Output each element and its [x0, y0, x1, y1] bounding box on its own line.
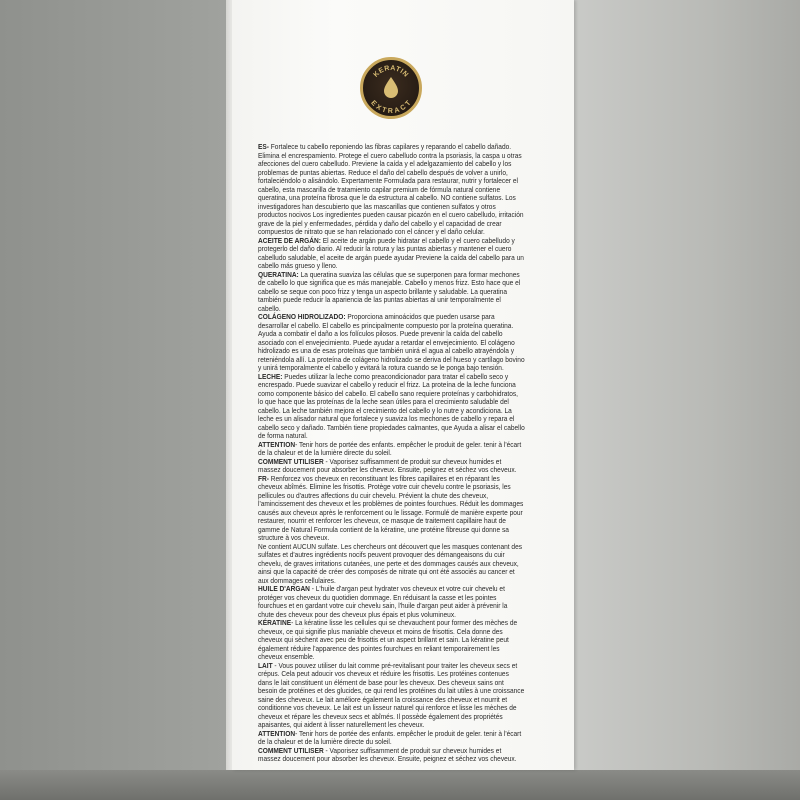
text-paragraph	[258, 458, 525, 475]
text-paragraph	[258, 143, 525, 237]
paragraph-heading: ATTENTION	[258, 440, 296, 449]
paragraph-heading: ES-	[258, 143, 269, 151]
paragraph-body: - Vous pouvez utiliser du lait comme pré-revitalisant pour traiter les cheveux secs et crépus. Cela peut adoucir vos cheveux et réduire les frisottis. Les protéines contenues dans le lait constituent un élément de base pour les cheveux. Des cheveux sains ont besoin de protéines et des glucides, ce qui rend les protéines du lait utiles à une croissance saine des cheveux. Le lait améliore également la croissance des cheveux et nourrit et conditionne vos cheveux. Le lait est un lisseur naturel qui renforce et lisse les mèches de cheveux et répare les cheveux secs et abîmés. Il possède également des propriétés apaisantes, qui aident à lisser naturellement les cheveux.	[258, 661, 525, 729]
paragraph-body: Renforcez vos cheveux en reconstituant les fibres capillaires et en réparant les cheveux abîmés. Elimine les frisottis. Protège votre cuir chevelu contre le psoriasis, les pellicules ou d'autres affections du cuir chevelu. Prévient la chute des cheveux, l'amincissement des cheveux et les problèmes de pointes fourchues. Réduit les dommages causés aux cheveux après le renforcement ou le lissage. Formulé de manière experte pour restaurer, nourrir et renforcer les cheveux, ce masque de traitement capillaire haut de gamme de Natural Formula contient de la kératine, une protéine fibreuse qui donne sa structure à vos cheveux.	[258, 474, 524, 542]
paragraph-body: - Tenir hors de portée des enfants. empêcher le produit de geler. tenir à l'écart de la chaleur et de la lumière directe du soleil.	[258, 729, 522, 746]
paragraph-body: - La kératine lisse les cellules qui se chevauchent pour former des mèches de cheveux, ce qui signifie plus maniable cheveux et moins de frisottis. Cela donne des cheveux qui sèchent avec peu de frisottis et un aspect brillant et sain. La kératine peut également réduire l'apparence des pointes fourchues en reliant temporairement les cheveux ensemble.	[258, 619, 518, 661]
paragraph-heading: LAIT	[258, 661, 273, 670]
text-paragraph	[258, 237, 525, 271]
paragraph-body: - Vaporisez suffisamment de produit sur cheveux humides et massez doucement pour absorber les cheveux. Ensuite, peignez et séchez vos cheveux.	[258, 746, 517, 763]
paragraph-heading: COLÁGENO HIDROLIZADO:	[258, 313, 346, 321]
paragraph-body: Proporciona aminoácidos que pueden usarse para desarrollar el cabello. El cabello es principalmente compuesto por la proteína queratina. Ayuda a combatir el daño a los folículos pilosos. Puede prevenir la caída del cabello asociado con el envejecimiento. Puede ayudar a retardar el envejecimiento. El colágeno hidrolizado es una de esas proteínas que también unirá el agua al cabello atrayéndola y reteniéndola allí. La proteína de colágeno hidrolizado se deriva del hueso y cartílago bovino y unirá temporalmente el cabello y evitará la rotura cuando se le ponga bajo tensión.	[258, 313, 525, 372]
text-paragraph	[258, 662, 525, 730]
box-side-panel	[574, 0, 800, 800]
paragraph-heading: QUERATINA:	[258, 270, 299, 279]
paragraph-heading: KÉRATINE	[258, 619, 292, 627]
text-paragraph	[258, 313, 525, 373]
paragraph-body: - Vaporisez suffisamment de produit sur cheveux humides et massez doucement pour absorber les cheveux. Ensuite, peignez et séchez vos cheveux.	[258, 457, 517, 474]
text-paragraph	[258, 271, 525, 314]
keratin-extract-seal	[360, 57, 422, 119]
paragraph-body: - Tenir hors de portée des enfants. empêcher le produit de geler. tenir à l'écart de la chaleur et de la lumière directe du soleil.	[258, 440, 522, 457]
paragraph-heading: LECHE:	[258, 372, 283, 381]
paragraph-heading: ACEITE DE ARGÁN:	[258, 236, 321, 245]
seal-top-text: KERATIN	[372, 64, 410, 79]
paragraph-heading: ATTENTION	[258, 729, 296, 738]
text-paragraph	[258, 543, 525, 586]
paragraph-body: - L'huile d'argan peut hydrater vos cheveux et votre cuir chevelu et protéger vos cheveux du quotidien dommage. En réduisant la casse et les pointes fourchues et en gardant votre cuir chevelu sain, l'huile d'argan peut aider à prévenir la chute des cheveux pour des cheveux plus épais et plus volumineux.	[258, 585, 508, 619]
text-paragraph	[258, 747, 525, 764]
paragraph-heading: FR-	[258, 474, 269, 483]
paragraph-heading: HUILE D'ARGAN	[258, 585, 310, 593]
text-paragraph	[258, 585, 525, 619]
seal-bottom-text: EXTRACT	[369, 99, 413, 116]
paragraph-body: La queratina suaviza las células que se superponen para formar mechones de cabello lo que significa que es más manejable. Cabello y menos frizz. Esto hace que el cabello se seque con poco frizz y tenga un aspecto brillante y saludable. La queratina también puede reducir la apariencia de las puntas abiertas al unir temporalmente el cabello.	[258, 270, 521, 313]
table-surface	[0, 770, 800, 800]
text-paragraph	[258, 619, 525, 662]
svg-text:KERATIN	[373, 65, 410, 79]
paragraph-body: El aceite de argán puede hidratar el cabello y el cuero cabelludo y protegerlo del daño diario. Al reducir la rotura y las puntas abiertas y mantener el cuero cabelludo saludable, el aceite de argán puede ayudar Previene la caída del cabello para un cabello más grueso y lleno.	[258, 236, 524, 270]
text-paragraph	[258, 441, 525, 458]
paragraph-body: Ne contient AUCUN sulfate. Les chercheurs ont découvert que les masques contenant des sulfates et d'autres ingrédients nocifs peuvent provoquer des démangeaisons du cuir chevelu, de graves irritations cutanées, une perte et des dommages causés aux cheveux, ainsi que la capacité de créer des composés de nitrate qui ont été associés au cancer et aux dommages cellulaires.	[258, 542, 523, 585]
text-paragraph	[258, 373, 525, 441]
paragraph-body: Puedes utilizar la leche como preacondicionador para tratar el cabello seco y encrespado. Puede suavizar el cabello y reducir el frizz. La proteína de la leche funciona como componente básico del cabello. El cabello sano requiere proteínas y carbohidratos, lo que hace que las proteínas de la leche sean útiles para el crecimiento saludable del cabello. La leche también mejora el crecimiento del cabello y lo nutre y acondiciona. La leche es un alisador natural que fortalece y suaviza los mechones de cabello y repara el cabello seco y dañado. También tiene propiedades calmantes, que Ayuda a alisar el cabello de forma natural.	[258, 372, 525, 440]
paragraph-heading: COMMENT UTILISER	[258, 746, 324, 755]
svg-text:EXTRACT	[369, 99, 413, 115]
paragraph-body: Fortalece tu cabello reponiendo las fibras capilares y reparando el cabello dañado. Elimina el encrespamiento. Protege el cuero cabelludo contra la psoriasis, la caspa u otras afecciones del cuero cabelludo. Previene la caída y el adelgazamiento del cabello y los problemas de puntas abiertas. Reduce el daño del cabello después de volver a unirlo, fortaleciéndolo o alisándolo. Expertamente Formulada para restaurar, nutrir y fortalecer el cabello, esta mascarilla de tratamiento capilar premium de fórmula natural contiene queratina, una proteína fibrosa que le da estructura al cabello. NO contiene sulfatos. Los investigadores han descubierto que las mascarillas que contienen sulfatos y otros productos nocivos Los ingredientes pueden causar picazón en el cuero cabelludo, irritación grave de la piel y enfermedades, pérdida y daño del cabello y el capacidad de crear compuestos de nitrato que se han relacionado con el cáncer y el daño celular.	[258, 143, 524, 236]
text-paragraph	[258, 730, 525, 747]
text-paragraph	[258, 475, 525, 543]
paragraph-heading: COMMENT UTILISER	[258, 457, 324, 466]
keratin-drop-icon	[363, 60, 419, 116]
ingredients-text-block	[258, 143, 525, 764]
